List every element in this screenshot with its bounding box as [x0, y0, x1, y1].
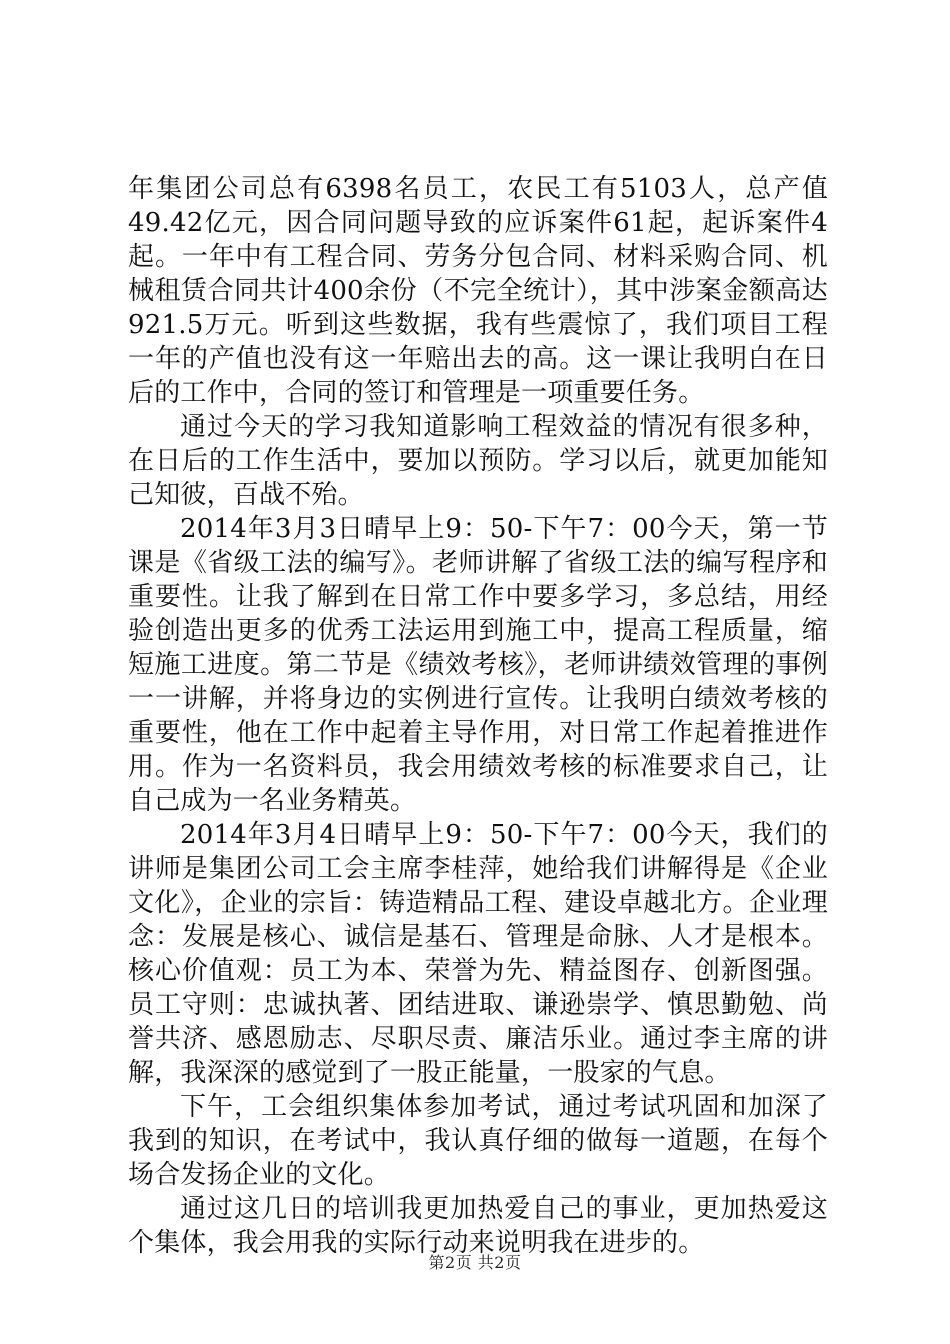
paragraph-afternoon-exam: 下午，工会组织集体参加考试，通过考试巩固和加深了我到的知识，在考试中，我认真仔细的做每一道题，在每个场合发扬企业的文化。	[128, 1092, 828, 1190]
paragraph-conclusion: 通过这几日的培训我更加热爱自己的事业，更加热爱这个集体，我会用我的实际行动来说明我在进步的。	[128, 1194, 828, 1258]
document-body	[128, 172, 828, 1260]
paragraph-learning-summary: 通过今天的学习我知道影响工程效益的情况有很多种，在日后的工作生活中，要加以预防。学习以后，就更加能知己知彼，百战不殆。	[128, 412, 828, 510]
page-number-footer: 第2页 共2页	[428, 1253, 522, 1272]
paragraph-march-3: 2014年3月3日晴早上9：50-下午7：00今天，第一节课是《省级工法的编写》。老师讲解了省级工法的编写程序和重要性。让我了解到在日常工作中要多学习，多总结，用经验创造出更多的优秀工法运用到施工中，提高工程质量，缩短施工进度。第二节是《绩效考核》，老师讲绩效管理的事例一一讲解，并将身边的实例进行宣传。让我明白绩效考核的重要性，他在工作中起着主导作用，对日常工作起着推进作用。作为一名资料员，我会用绩效考核的标准要求自己，让自己成为一名业务精英。	[128, 514, 828, 816]
paragraph-march-4: 2014年3月4日晴早上9：50-下午7：00今天，我们的讲师是集团公司工会主席李桂萍，她给我们讲解得是《企业文化》，企业的宗旨：铸造精品工程、建设卓越北方。企业理念：发展是核心、诚信是基石、管理是命脉、人才是根本。核心价值观：员工为本、荣誉为先、精益图存、创新图强。员工守则：忠诚执著、团结进取、谦逊崇学、慎思勤勉、尚誉共济、感恩励志、尽职尽责、廉洁乐业。通过李主席的讲解，我深深的感觉到了一股正能量，一股家的气息。	[128, 820, 828, 1088]
paragraph-contract-statistics: 年集团公司总有6398名员工，农民工有5103人，总产值49.42亿元，因合同问题导致的应诉案件61起，起诉案件4起。一年中有工程合同、劳务分包合同、材料采购合同、机械租赁合同共计400余份（不完全统计），其中涉案金额高达921.5万元。听到这些数据，我有些震惊了，我们项目工程一年的产值也没有这一年赔出去的高。这一课让我明白在日后的工作中，合同的签订和管理是一项重要任务。	[128, 174, 828, 408]
